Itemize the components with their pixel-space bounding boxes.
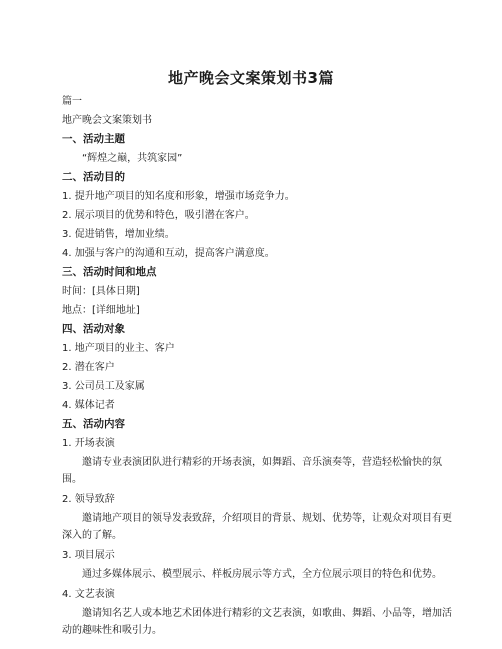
document-title: 地产晚会文案策划书3篇 <box>168 69 334 87</box>
section-heading-audience: 四、活动对象 <box>62 323 125 335</box>
content-item-text: 邀请地产项目的领导发表致辞，介绍项目的背景、规划、优势等，让观众对项目有更深入的了解。 <box>62 513 452 541</box>
audience-item: 4. 媒体记者 <box>62 400 115 411</box>
content-item-text: 邀请专业表演团队进行精彩的开场表演，如舞蹈、音乐演奏等，营造轻松愉快的氛围。 <box>62 457 442 485</box>
content-item-title: 2. 领导致辞 <box>62 494 115 505</box>
audience-item: 3. 公司员工及家属 <box>62 381 145 392</box>
event-time: 时间：[具体日期] <box>62 286 140 297</box>
purpose-item: 1. 提升地产项目的知名度和形象，增强市场竞争力。 <box>62 191 295 202</box>
content-item-title: 1. 开场表演 <box>62 438 115 449</box>
section-heading-content: 五、活动内容 <box>62 418 125 430</box>
doc-subtitle: 地产晚会文案策划书 <box>62 115 152 126</box>
purpose-item: 4. 加强与客户的沟通和互动，提高客户满意度。 <box>62 248 275 259</box>
section-heading-purpose: 二、活动目的 <box>62 171 125 183</box>
section-heading-theme: 一、活动主题 <box>62 133 125 145</box>
section-heading-time-place: 三、活动时间和地点 <box>62 266 157 278</box>
content-item-title: 3. 项目展示 <box>62 550 115 561</box>
event-place: 地点：[详细地址] <box>62 305 140 316</box>
purpose-item: 3. 促进销售，增加业绩。 <box>62 229 175 240</box>
purpose-item: 2. 展示项目的优势和特色，吸引潜在客户。 <box>62 210 255 221</box>
document-body <box>62 92 460 641</box>
content-item-text: 邀请知名艺人或本地艺术团体进行精彩的文艺表演，如歌曲、舞蹈、小品等，增加活动的趣味性和吸引力。 <box>62 608 452 636</box>
audience-item: 1. 地产项目的业主、客户 <box>62 343 175 354</box>
theme-text: “辉煌之巅，共筑家园” <box>82 153 183 164</box>
part-label: 篇一 <box>62 96 82 107</box>
content-item-text: 通过多媒体展示、模型展示、样板房展示等方式，全方位展示项目的特色和优势。 <box>82 569 442 580</box>
audience-item: 2. 潜在客户 <box>62 362 115 373</box>
content-item-title: 4. 文艺表演 <box>62 589 115 600</box>
